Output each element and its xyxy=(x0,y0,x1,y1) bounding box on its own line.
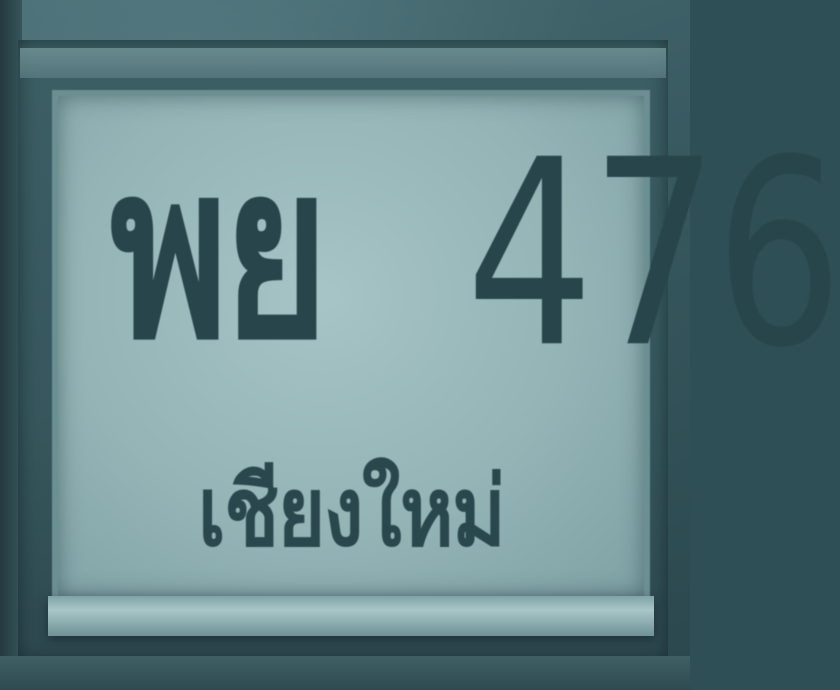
bottom-shadow-edge xyxy=(0,656,690,690)
license-plate xyxy=(58,96,840,596)
plate-letters: พย xyxy=(110,113,325,394)
plate-number: 476 xyxy=(466,104,840,404)
plate-registration xyxy=(110,104,840,404)
frame-top-rim xyxy=(20,48,666,78)
plate-province: เชียงใหม่ xyxy=(197,456,505,568)
frame-bottom-bar xyxy=(48,596,654,636)
